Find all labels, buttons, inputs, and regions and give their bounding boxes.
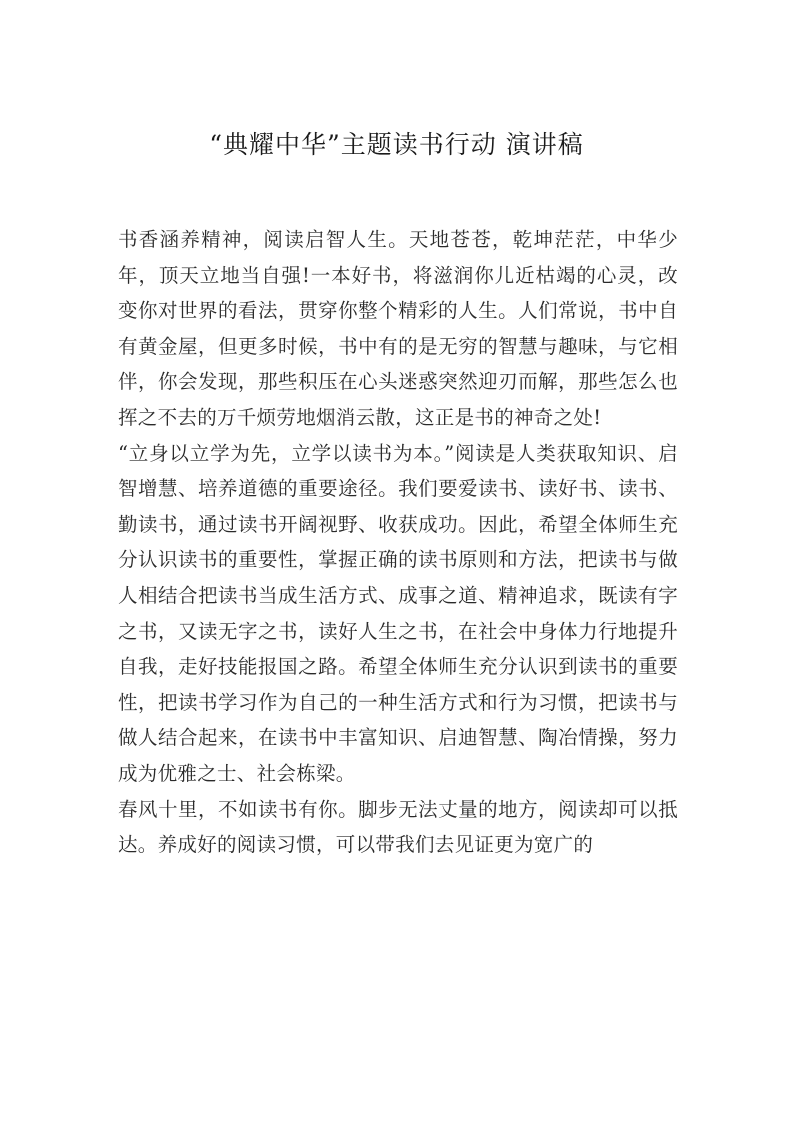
document-title: “典耀中华”主题读书行动 演讲稿 xyxy=(209,130,584,159)
document-body xyxy=(118,222,678,863)
paragraph: 书香涵养精神，阅读启智人生。天地苍苍，乾坤茫茫，中华少年，顶天立地当自强!一本好书，将滋润你儿近枯竭的心灵，改变你对世界的看法，贯穿你整个精彩的人生。人们常说，书中自有黄金屋，但更多时候，书中有的是无穷的智慧与趣味，与它相伴，你会发现，那些积压在心头迷惑突然迎刃而解，那些怎么也挥之不去的万千烦劳地烟消云散，这正是书的神奇之处! xyxy=(118,228,678,429)
paragraph: 春风十里，不如读书有你。脚步无法丈量的地方，阅读却可以抵达。养成好的阅读习惯，可以带我们去见证更为宽广的 xyxy=(118,797,678,857)
paragraph: “立身以立学为先，立学以读书为本。”阅读是人类获取知识、启智增慧、培养道德的重要途径。我们要爱读书、读好书、读书、勤读书，通过读书开阔视野、收获成功。因此，希望全体师生充分认识读书的重要性，掌握正确的读书原则和方法，把读书与做人相结合把读书当成生活方式、成事之道、精神追求，既读有字之书，又读无字之书，读好人生之书，在社会中身体力行地提升自我，走好技能报国之路。希望全体师生充分认识到读书的重要性，把读书学习作为自己的一种生活方式和行为习惯，把读书与做人结合起来，在读书中丰富知识、启迪智慧、陶冶情操，努力成为优雅之士、社会栋梁。 xyxy=(118,441,678,785)
